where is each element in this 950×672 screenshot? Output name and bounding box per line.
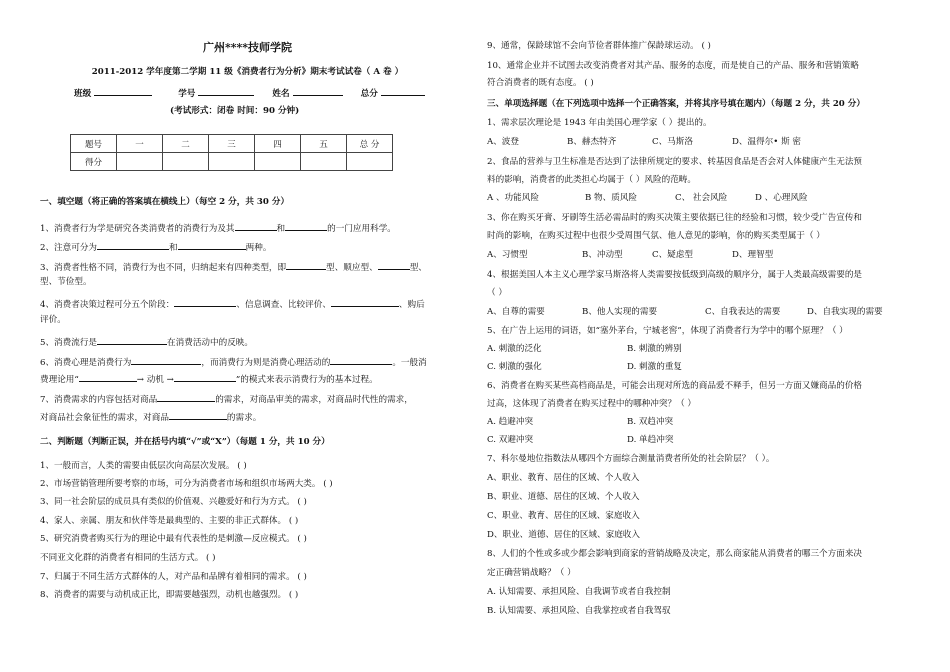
score-cell[interactable]	[163, 153, 209, 171]
score-cell[interactable]	[347, 153, 393, 171]
q6-text: → 动机 →	[136, 375, 174, 385]
score-header-cell: 二	[163, 135, 209, 153]
option-d[interactable]: D、自我实现的需要	[807, 307, 883, 317]
class-blank[interactable]	[94, 86, 152, 96]
q2-text: 两种。	[245, 243, 272, 253]
q5-text: 5、消费流行是	[40, 338, 98, 348]
q7-text: 的需求。	[226, 413, 262, 423]
option-a[interactable]: A. 刺激的泛化	[487, 344, 542, 354]
judge-item-10: 10、通常企业并不试图去改变消费者对其产品、服务的态度，而是使自己的产品、服务和营销策略	[487, 61, 859, 71]
fill-q4-cont: 评价。	[40, 315, 66, 325]
fill-q1	[40, 221, 396, 235]
option-d[interactable]: D. 刺激的重复	[627, 362, 683, 372]
id-blank[interactable]	[198, 86, 254, 96]
option-b[interactable]: B、他人实现的需要	[582, 307, 658, 317]
q3-text: 型、	[409, 263, 427, 273]
judge-item: 不同亚文化群的消费者有相同的生活方式。 ( )	[40, 553, 216, 563]
exam-form: (考试形式：闭卷 时间：90 分钟)	[170, 106, 300, 116]
judge-item-10-cont: 符合消费者的既有态度。 ( )	[487, 78, 594, 88]
judge-item: 5、研究消费者购买行为的理论中最有代表性的是刺激—反应模式。 ( )	[40, 534, 307, 544]
q6-blank-3[interactable]	[79, 372, 137, 382]
fill-q3-cont: 型、节俭型。	[40, 277, 92, 287]
mc-q8: 8、人们的个性或多或少都会影响到商家的营销战略及决定，那么商家能从消费者的哪三个方面来决	[487, 549, 863, 559]
fill-q3	[40, 260, 427, 274]
q6-blank-4[interactable]	[174, 372, 236, 382]
option-c[interactable]: C、自我表达的需要	[705, 307, 781, 317]
id-label: 学号	[178, 89, 196, 99]
mc-q2: 2、食品的营养与卫生标准是否达到了法律所规定的要求、转基因食品是否会对人体健康产生无法预	[487, 157, 863, 167]
mc-q7: 7、科尔曼地位指数法从哪四个方面综合测量消费者所处的社会阶层？（ ）。	[487, 454, 775, 464]
option-b[interactable]: B. 双趋冲突	[627, 417, 674, 427]
fill-q7	[40, 392, 413, 406]
info-fields	[74, 86, 425, 100]
total-blank[interactable]	[381, 86, 425, 96]
score-cell[interactable]	[117, 153, 163, 171]
option-c[interactable]: C、马斯洛	[652, 137, 693, 147]
total-label: 总分	[360, 89, 378, 99]
mc-q4: 4、根据美国人本主义心理学家马斯洛将人类需要按低级到高级的顺序分，属于人类最高级需要的是	[487, 270, 863, 280]
q2-blank-2[interactable]	[178, 240, 246, 250]
score-row-label: 得分	[71, 153, 117, 171]
mc-q6-cont: 过高，这体现了消费者在购买过程中的哪种冲突？（ ）	[487, 399, 696, 409]
score-table	[70, 134, 393, 171]
judge-item: 3、同一社会阶层的成员具有类似的价值观、兴趣爱好和行为方式。 ( )	[40, 497, 307, 507]
option-b[interactable]: B、冲动型	[582, 250, 623, 260]
q3-text: 3、消费者性格不同，消费行为也不同，归纳起来有四种类型，即	[40, 263, 287, 273]
score-header-cell: 题号	[71, 135, 117, 153]
mc-q8-cont: 定正确营销战略？（ ）	[487, 568, 576, 578]
q5-text: 在消费活动中的反映。	[167, 338, 253, 348]
option-a[interactable]: A、波登	[487, 137, 519, 147]
q2-blank-1[interactable]	[97, 240, 169, 250]
q5-blank[interactable]	[97, 335, 167, 345]
section3-title: 三、单项选择题（在下列选项中选择一个正确答案，并将其序号填在题内）（每题 2 分，共 20 分）	[487, 99, 865, 109]
option-d[interactable]: D. 单趋冲突	[627, 435, 674, 445]
option-d[interactable]: D 、心理风险	[755, 193, 808, 203]
score-cell[interactable]	[209, 153, 255, 171]
option-c[interactable]: C、疑虑型	[652, 250, 693, 260]
option-a[interactable]: A. 认知需要、承担风险、自我调节或者自我控制	[487, 587, 671, 597]
exam-subtitle: 2011-2012 学年度第二学期 11 级《消费者行为分析》期末考试试卷（ A 卷 ）	[91, 67, 404, 77]
judge-item: 7、归属于不同生活方式群体的人，对产品和品牌有着相同的需求。 ( )	[40, 572, 307, 582]
section1-title: 一、填空题（将正确的答案填在横线上）（每空 2 分，共 30 分）	[40, 197, 290, 207]
option-a[interactable]: A、职业、教育、居住的区域、个人收入	[487, 473, 640, 483]
q7-text: 7、消费需求的内容包括对商品	[40, 395, 158, 405]
score-header-cell: 一	[117, 135, 163, 153]
score-table-score-row	[71, 153, 393, 171]
fill-q2	[40, 240, 271, 254]
option-c[interactable]: C. 刺激的强化	[487, 362, 542, 372]
q4-text: 、信息调查、比较评价、	[236, 300, 331, 310]
option-a[interactable]: A 、功能风险	[487, 193, 539, 203]
q3-text: 型、顺应型、	[326, 263, 378, 273]
mc-q6: 6、消费者在购买某些高档商品是，可能会出现对所选的商品爱不释手，但另一方面又嫌商品的价格	[487, 381, 863, 391]
q1-blank-1[interactable]	[235, 221, 277, 231]
option-d[interactable]: D、职业、道德、居住的区域、家庭收入	[487, 530, 640, 540]
score-header-cell: 三	[209, 135, 255, 153]
judge-item: 2、市场营销管理所要考察的市场，可分为消费者市场和组织市场两大类。 ( )	[40, 479, 333, 489]
q7-text: 的需求，对商品审美的需求，对商品时代性的需求，	[215, 395, 413, 405]
q6-text: 费理论用“	[40, 375, 79, 385]
option-b[interactable]: B. 刺激的辨别	[627, 344, 682, 354]
fill-q6	[40, 355, 427, 369]
option-a[interactable]: A. 趋避冲突	[487, 417, 534, 427]
option-d[interactable]: D、温得尔• 斯 密	[732, 137, 801, 147]
q3-blank-1[interactable]	[286, 260, 326, 270]
mc-q3-cont: 时尚的影响，在购买过程中也很少受周围气氛、他人意见的影响，你的购买类型属于（ ）	[487, 231, 825, 241]
option-c[interactable]: C、 社会风险	[675, 193, 728, 203]
fill-q4	[40, 297, 425, 311]
score-table-header-row	[71, 135, 393, 153]
school-title: 广州****技师学院	[202, 41, 292, 54]
q6-text: ，而消费行为则是消费心理活动的	[201, 358, 331, 368]
score-cell[interactable]	[301, 153, 347, 171]
option-b[interactable]: B、赫杰特齐	[567, 137, 617, 147]
q1-blank-2[interactable]	[285, 221, 327, 231]
q7-blank-2[interactable]	[169, 410, 227, 420]
mc-q1: 1、需求层次理论是 1943 年由美国心理学家（ ）提出的。	[487, 118, 712, 128]
option-b[interactable]: B. 认知需要、承担风险、自我掌控或者自我驾驭	[487, 606, 671, 616]
name-blank[interactable]	[293, 86, 343, 96]
judge-item: 4、家人、亲属、朋友和伙伴等是最典型的、主要的非正式群体。 ( )	[40, 516, 299, 526]
section2-title: 二、判断题（判断正误，并在括号内填“√”或“X”）（每题 1 分，共 10 分）	[40, 437, 330, 447]
option-c[interactable]: C. 双避冲突	[487, 435, 534, 445]
q3-blank-2[interactable]	[378, 260, 410, 270]
q1-text: 1、消费者行为学是研究各类消费者的消费行为及其	[40, 224, 235, 234]
class-label: 班级	[74, 89, 92, 99]
option-a[interactable]: A、习惯型	[487, 250, 528, 260]
q2-text: 2、注意可分为	[40, 243, 98, 253]
q4-text: 4、消费者决策过程可分五个阶段：	[40, 300, 175, 310]
option-b[interactable]: B、职业、道德、居住的区域、个人收入	[487, 492, 640, 502]
q1-text: 和	[276, 224, 286, 234]
q4-blank-2[interactable]	[331, 297, 399, 307]
mc-q2-cont: 料的影响，消费者的此类担心均属于（ ）风险的范畴。	[487, 175, 696, 185]
score-cell[interactable]	[255, 153, 301, 171]
mc-q4-cont: （ ）	[487, 288, 507, 298]
judge-item: 1、一般而言，人类的需要由低层次向高层次发展。 ( )	[40, 461, 247, 471]
q7-blank-1[interactable]	[157, 392, 215, 402]
q6-text: 6、消费心理是消费行为	[40, 358, 132, 368]
option-b[interactable]: B 物、质风险	[585, 193, 638, 203]
judge-item-9: 9、通常，保龄球馆不会向节俭者群体推广保龄球运动。 ( )	[487, 41, 711, 51]
option-c[interactable]: C、职业、教育、居住的区域、家庭收入	[487, 511, 640, 521]
option-d[interactable]: D、理智型	[732, 250, 774, 260]
fill-q7-cont	[40, 410, 261, 424]
q2-text: 和	[169, 243, 178, 253]
q1-text: 的一门应用科学。	[327, 224, 396, 234]
mc-q5: 5、在广告上运用的词语，如“塞外茅台，宁城老窖”，体现了消费者行为学中的哪个原理？（ ）	[487, 326, 848, 336]
q7-text: 对商品社会象征性的需求，对商品	[40, 413, 169, 423]
score-header-cell: 总 分	[347, 135, 393, 153]
q4-blank-1[interactable]	[174, 297, 236, 307]
q6-blank-2[interactable]	[330, 355, 392, 365]
q6-blank-1[interactable]	[131, 355, 201, 365]
score-header-cell: 四	[255, 135, 301, 153]
fill-q5	[40, 335, 253, 349]
fill-q6-cont	[40, 372, 378, 386]
q4-text: 、购后	[398, 300, 425, 310]
name-label: 姓名	[272, 89, 290, 99]
mc-q3: 3、你在购买牙膏、牙刷等生活必需品时的购买决策主要依据已往的经验和习惯，较少受广告宣传和	[487, 213, 863, 223]
judge-item: 8、消费者的需要与动机成正比，即需要越强烈，动机也越强烈。 ( )	[40, 590, 299, 600]
q6-text: ”的模式来表示消费行为的基本过程。	[235, 375, 378, 385]
q6-text: 。一般消	[392, 358, 427, 368]
score-header-cell: 五	[301, 135, 347, 153]
option-a[interactable]: A、自尊的需要	[487, 307, 545, 317]
